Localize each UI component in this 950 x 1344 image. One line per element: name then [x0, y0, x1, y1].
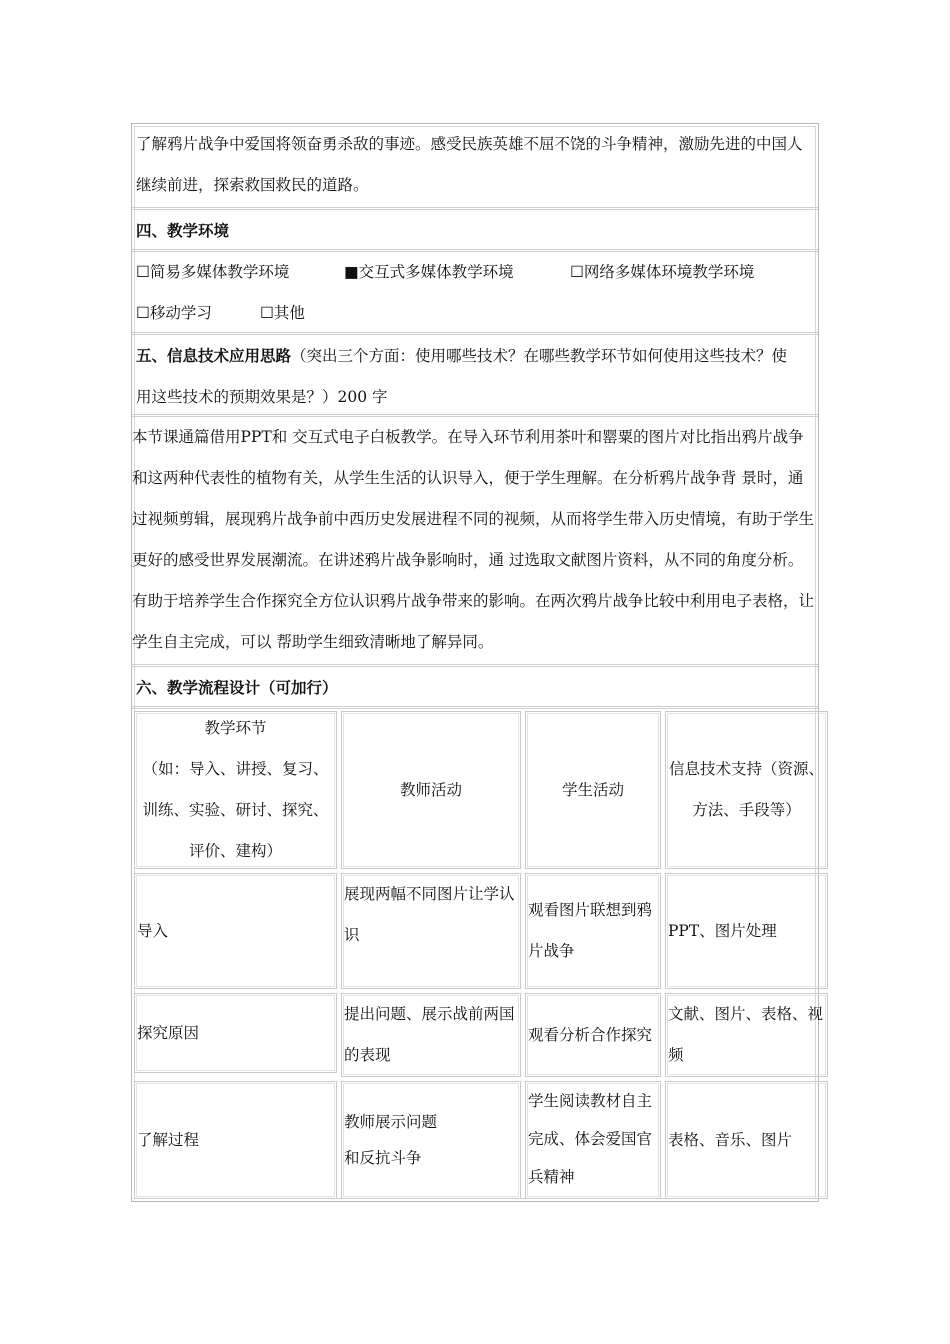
checkbox-icon: ☐	[136, 304, 150, 322]
section6-title-row	[132, 667, 818, 709]
header-stage-title: 教学环节	[204, 719, 267, 737]
env-option-mobile[interactable]	[136, 293, 260, 334]
checkbox-icon: ☐	[260, 304, 274, 322]
env-option-other[interactable]	[260, 293, 305, 334]
row2-stage: 探究原因	[134, 993, 337, 1073]
header-tech: 信息技术支持（资源、方法、手段等）	[665, 711, 828, 869]
section5-body-row	[132, 417, 818, 667]
section5-title-row	[132, 335, 818, 417]
env-option-label: 其他	[273, 304, 305, 322]
row3-teacher: 教师展示问题 和反抗斗争	[341, 1081, 521, 1199]
checkbox-icon: ☐	[570, 263, 584, 281]
env-option-label: 简易多媒体教学环境	[149, 263, 290, 281]
header-stage	[134, 711, 337, 869]
checkbox-checked-icon: ■	[344, 263, 359, 281]
row1-stage: 导入	[134, 873, 337, 989]
row3-student: 学生阅读教材自主完成、体会爱国官兵精神	[525, 1081, 661, 1199]
env-option-network[interactable]	[570, 252, 754, 293]
section5-body: 本节课通篇借用PPT和 交互式电子白板教学。在导入环节利用茶叶和罂粟的图片对比指出鸦片战争和这两种代表性的植物有关，从学生生活的认识导入，便于学生理解。在分析鸦片战争背 景时，通过视频剪辑，展现鸦片战争前中西历史发展进程不同的视频，从而将学生带入历史情境，有助于学生更好的感受世界发展潮流。在讲述鸦片战争影响时，通 过选取文献图片资料，从不同的角度分析。有助于培养学生合作探究全方位认识鸦片战争带来的影响。在两次鸦片战争比较中利用电子表格，让学生自主完成，可以 帮助学生细致清晰地了解异同。	[132, 428, 815, 651]
row1-tech: PPT、图片处理	[665, 873, 828, 989]
row1-teacher: 展现两幅不同图片让学认识	[341, 873, 521, 989]
row3-tech: 表格、音乐、图片	[665, 1081, 828, 1199]
env-option-label: 移动学习	[149, 304, 212, 322]
row3-stage: 了解过程	[134, 1081, 337, 1199]
checkbox-icon: ☐	[136, 263, 150, 281]
header-stage-examples: （如：导入、讲授、复习、训练、实验、研讨、探究、评价、建构）	[142, 760, 329, 860]
section5-hint: （突出三个方面：使用哪些技术？在哪些教学环节如何使用这些技术？使用这些技术的预期效果是？）200 字	[136, 347, 788, 406]
section4-options-row	[132, 252, 818, 335]
teaching-goal-row	[132, 124, 818, 210]
header-teacher: 教师活动	[341, 711, 521, 869]
lesson-plan-table	[131, 123, 824, 1202]
section6-title: 六、教学流程设计（可加行）	[136, 678, 338, 697]
env-option-label: 网络多媒体环境教学环境	[583, 263, 755, 281]
header-student: 学生活动	[525, 711, 661, 869]
env-option-simple[interactable]	[136, 252, 344, 293]
section4-title-row	[132, 210, 818, 252]
flow-table	[132, 709, 824, 1201]
section5-title: 五、信息技术应用思路	[136, 346, 292, 365]
row2-student: 观看分析合作探究	[525, 993, 661, 1077]
env-option-label: 交互式多媒体教学环境	[358, 263, 514, 281]
section4-title: 四、教学环境	[136, 221, 230, 240]
row1-student: 观看图片联想到鸦片战争	[525, 873, 661, 989]
section6-table-row	[132, 709, 824, 1201]
row2-tech: 文献、图片、表格、视频	[665, 993, 828, 1077]
row2-teacher: 提出问题、展示战前两国的表现	[341, 993, 521, 1077]
teaching-goal-text: 了解鸦片战争中爱国将领奋勇杀敌的事迹。感受民族英雄不屈不饶的斗争精神，激励先进的中国人继续前进，探索救国救民的道路。	[136, 135, 803, 194]
env-option-interactive[interactable]	[344, 252, 570, 293]
